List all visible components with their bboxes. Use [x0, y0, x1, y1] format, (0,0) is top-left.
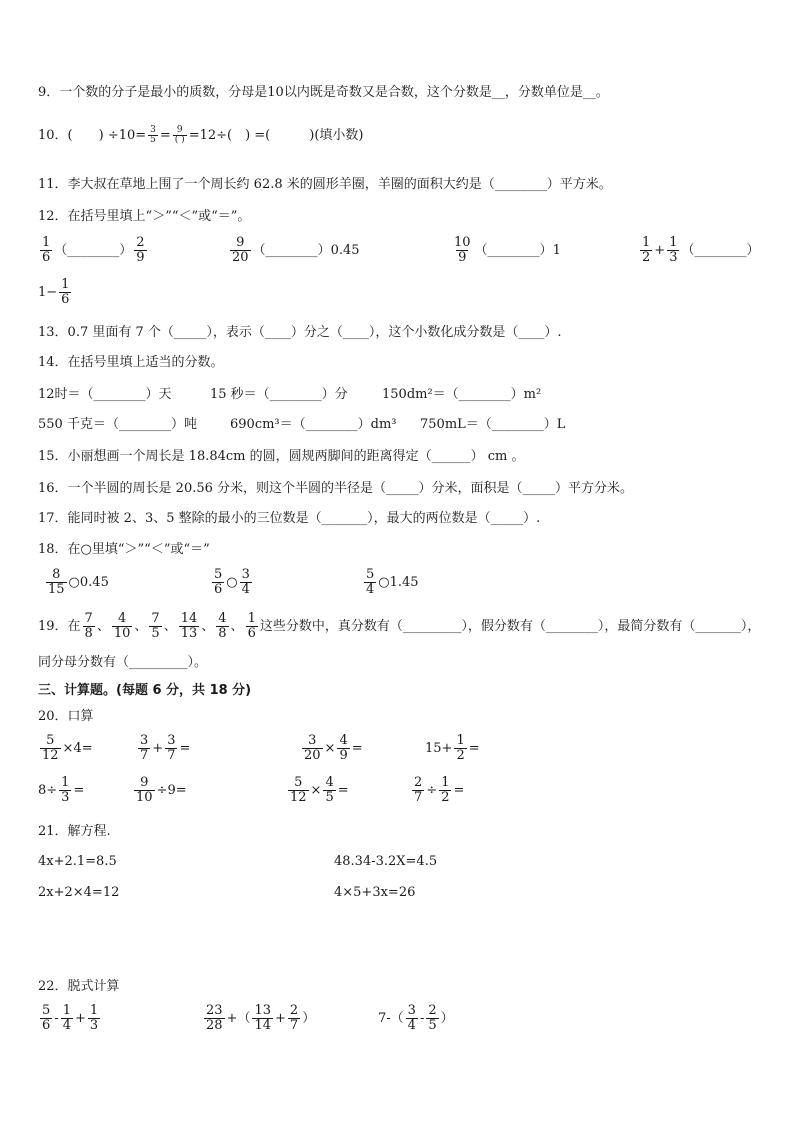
fraction: $\frac{7}{5}$: [151, 611, 160, 641]
fraction: $\frac{1}{4}$: [62, 1003, 71, 1033]
question-11: 11．李大叔在草地上围了一个周长约 62.8 米的圆形羊圈，羊圈的面积大约是（________）平方米。: [38, 177, 612, 192]
fraction: $\frac{1}{3}$: [61, 775, 70, 805]
fraction: $\frac{1}{3}$: [669, 235, 678, 265]
q18-item-b: $\frac{5}{6}$ ○ $\frac{3}{4}$: [214, 567, 250, 597]
fraction: $\frac{2}{7}$: [414, 775, 423, 805]
q22-expression: $\frac{23}{28}$ +（ $\frac{13}{14}$ + $\frac{2}{7}$ ）: [206, 1003, 316, 1033]
q14-item: 690cm³＝（________）dm³: [230, 417, 397, 432]
q14-item: 12时＝（________）天: [38, 387, 172, 402]
q20-item: $\frac{9}{10}$ ÷9=: [136, 775, 187, 805]
fraction: $\frac{5}{12}$: [42, 733, 59, 763]
question-20-title: 20．口算: [38, 709, 94, 724]
fraction: $\frac{2}{5}$: [428, 1003, 437, 1033]
question-13: 13．0.7 里面有 7 个（_____），表示（____）分之（____），这个小数化成分数是（____）.: [38, 325, 562, 340]
q10-fraction-2: $\frac{9}{( )}$: [174, 125, 185, 145]
fraction: $\frac{3}{4}$: [407, 1003, 416, 1033]
q22-expression: $\frac{5}{6}$ - $\frac{1}{4}$ + $\frac{1}{3}$: [42, 1003, 99, 1033]
q12-item-a: $\frac{1}{6}$ （________） $\frac{2}{9}$: [42, 235, 145, 265]
fraction: $\frac{5}{12}$: [290, 775, 307, 805]
question-18-title: 18．在○里填“＞”“＜”或“＝”: [38, 542, 210, 557]
fraction: $\frac{1}{6}$: [61, 277, 70, 307]
fraction: $\frac{23}{28}$: [206, 1003, 223, 1033]
fraction: $\frac{7}{8}$: [84, 611, 93, 641]
q21-equation: 4×5+3x=26: [334, 885, 416, 900]
q21-equation: 48.34-3.2X=4.5: [334, 854, 438, 869]
q20-item: $\frac{5}{12}$ × $\frac{4}{5}$ =: [290, 775, 349, 805]
question-19: 19．在 $\frac{7}{8}$ 、 $\frac{4}{10}$ 、 $\frac{7}{5}$ 、 $\frac{14}{13}$ 、 $\frac{4}{8}$ 、 $\frac{1}{6}$ 这些分数中，真分数有（_________），假分数有（________），最简分数有（_______），: [38, 611, 761, 641]
q14-item: 15 秒＝（________）分: [210, 387, 348, 402]
section-3-heading: 三、计算题。(每题 6 分，共 18 分): [38, 683, 252, 698]
fraction: $\frac{8}{15}$: [48, 567, 65, 597]
q18-item-a: $\frac{8}{15}$ ○0.45: [48, 567, 109, 597]
q20-item: $\frac{2}{7}$ ÷ $\frac{1}{2}$ =: [414, 775, 465, 805]
fraction: $\frac{4}{10}$: [113, 611, 131, 641]
question-9: 9．一个数的分子是最小的质数，分母是10以内既是奇数又是合数，这个分数是__，分数单位是__。: [38, 85, 609, 100]
question-12-title: 12．在括号里填上“＞”“＜”或“＝”。: [38, 209, 251, 224]
question-21-title: 21．解方程.: [38, 824, 111, 839]
fraction: $\frac{1}{2}$: [441, 775, 450, 805]
question-17: 17．能同时被 2、3、5 整除的最小的三位数是（_______），最大的两位数是（_____）.: [38, 511, 541, 526]
fraction: $\frac{1}{6}$: [42, 235, 51, 265]
fraction: $\frac{9}{20}$: [232, 235, 249, 265]
q12-item-d: $\frac{1}{2}$ + $\frac{1}{3}$ （________）: [642, 235, 760, 265]
q20-item: 15+ $\frac{1}{2}$ =: [425, 733, 480, 763]
q10-suffix: =12÷( ) =( )(填小数): [188, 128, 364, 143]
q18-item-c: $\frac{5}{4}$ ○1.45: [366, 567, 419, 597]
fraction: $\frac{4}{9}$: [339, 733, 348, 763]
q21-equation: 4x+2.1=8.5: [38, 854, 117, 869]
q14-item: 550 千克＝（________）吨: [38, 417, 197, 432]
question-22-title: 22．脱式计算: [38, 979, 120, 994]
fraction: $\frac{3}{4}$: [241, 567, 250, 597]
question-10: 10．( ) ÷10= $\frac{3}{5}$ = $\frac{9}{( )}$ =12÷( ) =( )(填小数): [38, 125, 364, 145]
fraction: $\frac{13}{14}$: [254, 1003, 271, 1033]
fraction: $\frac{5}{6}$: [214, 567, 223, 597]
fraction: $\frac{4}{8}$: [218, 611, 227, 641]
fraction: $\frac{5}{4}$: [366, 567, 375, 597]
fraction: $\frac{5}{6}$: [42, 1003, 51, 1033]
fraction: $\frac{9}{10}$: [136, 775, 153, 805]
fraction: $\frac{3}{20}$: [304, 733, 321, 763]
fraction: $\frac{3}{7}$: [140, 733, 149, 763]
question-15: 15．小丽想画一个周长是 18.84cm 的圆，圆规两脚间的距离得定（______） cm 。: [38, 449, 525, 464]
q14-item: 150dm²＝（________）m²: [382, 387, 542, 402]
q10-prefix: 10．( ) ÷10=: [38, 128, 147, 143]
question-16: 16．一个半圆的周长是 20.56 分米，则这个半圆的半径是（_____）分米，面积是（_____）平方分米。: [38, 481, 634, 496]
fraction: $\frac{2}{7}$: [289, 1003, 299, 1033]
q20-item: $\frac{3}{7}$ + $\frac{3}{7}$ =: [140, 733, 191, 763]
fraction: $\frac{14}{13}$: [180, 611, 198, 641]
fraction: $\frac{2}{9}$: [136, 235, 145, 265]
q20-item: $\frac{3}{20}$ × $\frac{4}{9}$ =: [304, 733, 363, 763]
fraction: $\frac{1}{6}$: [247, 611, 256, 641]
q12-item-b: $\frac{9}{20}$ （________）0.45: [232, 235, 360, 265]
q21-equation: 2x+2×4=12: [38, 885, 120, 900]
fraction: $\frac{4}{5}$: [325, 775, 334, 805]
fraction: $\frac{3}{7}$: [167, 733, 176, 763]
question-14-title: 14．在括号里填上适当的分数。: [38, 355, 224, 370]
q20-item: $\frac{5}{12}$ ×4=: [42, 733, 93, 763]
question-19-line2: 同分母分数有（_________）。: [38, 655, 208, 670]
fraction: $\frac{1}{2}$: [642, 235, 651, 265]
q12-item-e: 1− $\frac{1}{6}$: [38, 277, 70, 307]
fraction: $\frac{1}{2}$: [456, 733, 465, 763]
q12-item-c: $\frac{10}{9}$ （________）1: [454, 235, 561, 265]
q22-expression: 7-（ $\frac{3}{4}$ - $\frac{2}{5}$ ）: [378, 1003, 454, 1033]
q14-item: 750mL＝（________）L: [420, 417, 566, 432]
fraction: $\frac{1}{3}$: [89, 1003, 99, 1033]
fraction: $\frac{10}{9}$: [454, 235, 471, 265]
q20-item: 8÷ $\frac{1}{3}$ =: [38, 775, 85, 805]
q10-fraction-1: $\frac{3}{5}$: [150, 125, 156, 145]
